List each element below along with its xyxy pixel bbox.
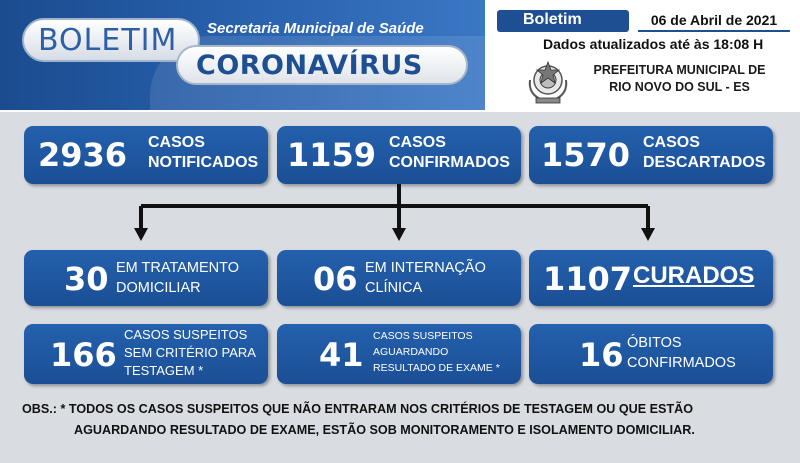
tratamento-label1: EM TRATAMENTO [116, 260, 239, 276]
card-confirmados [277, 126, 521, 184]
suspeitos-aguardando-label3: RESULTADO DE EXAME * [373, 362, 500, 374]
notificados-value: 2936 [38, 136, 128, 174]
internacao-label2: CLÍNICA [365, 280, 423, 296]
prefeitura-name [582, 62, 777, 96]
obitos-label1: ÓBITOS [627, 335, 682, 351]
boletim-pill [22, 18, 200, 62]
descartados-label1: CASOS [643, 134, 700, 151]
flow-connector [0, 184, 800, 244]
tratamento-label2: DOMICILIAR [116, 280, 201, 296]
obitos-label2: CONFIRMADOS [627, 355, 736, 371]
suspeitos-aguardando-value: 41 [319, 336, 364, 374]
confirmados-label1: CASOS [389, 134, 446, 151]
curados-label: CURADOS [633, 262, 755, 289]
bulletin-date: 06 de Abril de 2021 [638, 10, 790, 32]
card-suspeitos-aguardando [277, 324, 521, 384]
arrow-center-icon [392, 228, 406, 241]
coronavirus-pill [176, 45, 468, 85]
curados-value: 1107 [543, 260, 633, 298]
prefeitura-line2: RIO NOVO DO SUL - ES [609, 80, 750, 94]
descartados-value: 1570 [541, 136, 631, 174]
confirmados-label2: CONFIRMADOS [389, 154, 510, 171]
suspeitos-aguardando-label2: AGUARDANDO [373, 346, 449, 358]
tratamento-value: 30 [64, 260, 109, 298]
prefeitura-line1: PREFEITURA MUNICIPAL DE [593, 63, 766, 77]
boletim-tag-text: Boletim [523, 11, 582, 28]
card-notificados [24, 126, 268, 184]
header-banner [0, 0, 485, 110]
coat-of-arms-icon [522, 56, 574, 108]
card-descartados [529, 126, 773, 184]
coronavirus-title: CORONAVÍRUS [196, 50, 423, 81]
boletim-tag [497, 10, 629, 32]
observation-note [22, 399, 792, 441]
internacao-value: 06 [313, 260, 358, 298]
card-obitos [529, 324, 773, 384]
secretaria-title: Secretaria Municipal de Saúde [207, 20, 424, 37]
descartados-label2: DESCARTADOS [643, 154, 766, 171]
confirmados-value: 1159 [287, 136, 377, 174]
suspeitos-sem-criterio-label2: SEM CRITÉRIO PARA [124, 345, 256, 360]
suspeitos-sem-criterio-value: 166 [50, 336, 117, 374]
obitos-value: 16 [579, 336, 624, 374]
notificados-label2: NOTIFICADOS [148, 154, 259, 171]
card-tratamento-domiciliar [24, 250, 268, 306]
arrow-right-icon [641, 228, 655, 241]
card-suspeitos-sem-criterio [24, 324, 268, 384]
card-curados [529, 250, 773, 306]
arrow-left-icon [134, 228, 148, 241]
suspeitos-sem-criterio-label1: CASOS SUSPEITOS [124, 327, 248, 342]
internacao-label1: EM INTERNAÇÃO [365, 260, 486, 276]
boletim-pill-text: BOLETIM [38, 23, 178, 58]
observation-line2: AGUARDANDO RESULTADO DE EXAME, ESTÃO SOB MONITORAMENTO E ISOLAMENTO DOMICILIAR. [74, 423, 695, 437]
updated-time: Dados atualizados até às 18:08 H [543, 36, 764, 52]
suspeitos-aguardando-label1: CASOS SUSPEITOS [373, 330, 473, 342]
notificados-label1: CASOS [148, 134, 205, 151]
observation-line1: OBS.: * TODOS OS CASOS SUSPEITOS QUE NÃO ENTRARAM NOS CRITÉRIOS DE TESTAGEM OU QUE ESTÃO [22, 402, 694, 416]
card-internacao [277, 250, 521, 306]
suspeitos-sem-criterio-label3: TESTAGEM * [124, 363, 204, 378]
